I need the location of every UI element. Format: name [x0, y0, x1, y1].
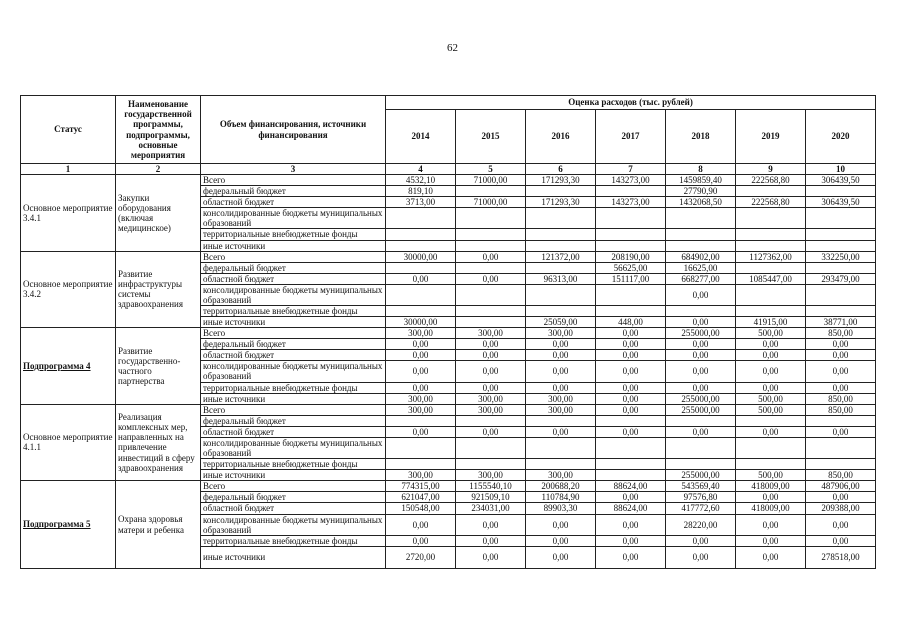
- value-cell: [456, 262, 526, 273]
- value-cell: 300,00: [526, 393, 596, 404]
- value-cell: 0,00: [666, 546, 736, 568]
- funding-source: иные источники: [201, 317, 386, 328]
- value-cell: 0,00: [596, 328, 666, 339]
- block-name: Реализация комплексных мер, направленных на привлечение инвестиций в сферу здравоохранения: [116, 404, 201, 481]
- value-cell: [666, 415, 736, 426]
- value-cell: 500,00: [736, 393, 806, 404]
- value-cell: 25059,00: [526, 317, 596, 328]
- value-cell: 819,10: [386, 186, 456, 197]
- funding-source: областной бюджет: [201, 350, 386, 361]
- value-cell: 234031,00: [456, 503, 526, 514]
- value-cell: 0,00: [386, 514, 456, 535]
- value-cell: 0,00: [456, 361, 526, 382]
- value-cell: 1432068,50: [666, 197, 736, 208]
- value-cell: 850,00: [806, 393, 876, 404]
- table-row: [21, 175, 876, 186]
- value-cell: 0,00: [666, 350, 736, 361]
- value-cell: 0,00: [806, 426, 876, 437]
- value-cell: 0,00: [596, 361, 666, 382]
- column-number-cell: 7: [596, 164, 666, 175]
- funding-source: Всего: [201, 328, 386, 339]
- value-cell: 0,00: [526, 514, 596, 535]
- value-cell: [526, 240, 596, 251]
- header-year-2017: 2017: [596, 110, 666, 164]
- value-cell: 38771,00: [806, 317, 876, 328]
- value-cell: 332250,00: [806, 251, 876, 262]
- value-cell: 121372,00: [526, 251, 596, 262]
- value-cell: [526, 415, 596, 426]
- header-volume: Объем финансирования, источники финансирования: [201, 96, 386, 164]
- value-cell: 0,00: [526, 361, 596, 382]
- value-cell: 56625,00: [596, 262, 666, 273]
- header-year-2020: 2020: [806, 110, 876, 164]
- value-cell: 0,00: [386, 426, 456, 437]
- value-cell: [666, 306, 736, 317]
- value-cell: [386, 415, 456, 426]
- funding-source: Всего: [201, 481, 386, 492]
- value-cell: 30000,00: [386, 251, 456, 262]
- value-cell: 0,00: [456, 339, 526, 350]
- value-cell: 487906,00: [806, 481, 876, 492]
- value-cell: [456, 229, 526, 240]
- value-cell: 71000,00: [456, 175, 526, 186]
- value-cell: 71000,00: [456, 197, 526, 208]
- funding-source: консолидированные бюджеты муниципальных образований: [201, 284, 386, 305]
- budget-table: [20, 95, 876, 569]
- value-cell: 300,00: [456, 328, 526, 339]
- value-cell: [806, 208, 876, 229]
- value-cell: 0,00: [806, 514, 876, 535]
- value-cell: 0,00: [596, 382, 666, 393]
- block-name: Охрана здоровья матери и ребенка: [116, 481, 201, 568]
- value-cell: 0,00: [666, 361, 736, 382]
- block-status: Основное мероприятие 3.4.1: [21, 175, 116, 252]
- funding-source: Всего: [201, 404, 386, 415]
- value-cell: [526, 229, 596, 240]
- value-cell: 0,00: [806, 535, 876, 546]
- value-cell: [806, 437, 876, 458]
- value-cell: 448,00: [596, 317, 666, 328]
- value-cell: 500,00: [736, 328, 806, 339]
- value-cell: 774315,00: [386, 481, 456, 492]
- page-number: 62: [447, 42, 458, 54]
- value-cell: 88624,00: [596, 481, 666, 492]
- value-cell: 88624,00: [596, 503, 666, 514]
- value-cell: [596, 240, 666, 251]
- value-cell: 1085447,00: [736, 273, 806, 284]
- block-name: Развитие государственно-частного партнерства: [116, 328, 201, 405]
- value-cell: 222568,80: [736, 197, 806, 208]
- column-number-cell: 1: [21, 164, 116, 175]
- value-cell: 0,00: [806, 339, 876, 350]
- value-cell: 0,00: [596, 393, 666, 404]
- value-cell: 684902,00: [666, 251, 736, 262]
- value-cell: [666, 229, 736, 240]
- value-cell: 1127362,00: [736, 251, 806, 262]
- value-cell: [736, 186, 806, 197]
- block-status: Подпрограмма 5: [21, 481, 116, 568]
- funding-source: иные источники: [201, 546, 386, 568]
- value-cell: [736, 415, 806, 426]
- table-row: [21, 328, 876, 339]
- header-estimate: Оценка расходов (тыс. рублей): [386, 96, 876, 110]
- value-cell: [386, 229, 456, 240]
- funding-source: иные источники: [201, 470, 386, 481]
- value-cell: 668277,00: [666, 273, 736, 284]
- value-cell: [596, 459, 666, 470]
- value-cell: 0,00: [526, 535, 596, 546]
- value-cell: 0,00: [526, 350, 596, 361]
- header-year-2014: 2014: [386, 110, 456, 164]
- funding-source: областной бюджет: [201, 197, 386, 208]
- header-year-2015: 2015: [456, 110, 526, 164]
- value-cell: 150548,00: [386, 503, 456, 514]
- header-year-2018: 2018: [666, 110, 736, 164]
- value-cell: [596, 415, 666, 426]
- value-cell: [386, 284, 456, 305]
- value-cell: [526, 284, 596, 305]
- column-number-cell: 4: [386, 164, 456, 175]
- value-cell: [806, 415, 876, 426]
- value-cell: 300,00: [386, 328, 456, 339]
- value-cell: [596, 470, 666, 481]
- header-year-2016: 2016: [526, 110, 596, 164]
- value-cell: [596, 208, 666, 229]
- value-cell: [806, 186, 876, 197]
- value-cell: [736, 306, 806, 317]
- column-number-cell: 8: [666, 164, 736, 175]
- value-cell: 850,00: [806, 404, 876, 415]
- value-cell: 621047,00: [386, 492, 456, 503]
- value-cell: 0,00: [596, 535, 666, 546]
- value-cell: 0,00: [736, 382, 806, 393]
- value-cell: 1155540,10: [456, 481, 526, 492]
- funding-source: территориальные внебюджетные фонды: [201, 459, 386, 470]
- value-cell: 200688,20: [526, 481, 596, 492]
- value-cell: 0,00: [456, 350, 526, 361]
- funding-source: консолидированные бюджеты муниципальных образований: [201, 437, 386, 458]
- value-cell: [806, 284, 876, 305]
- value-cell: [386, 262, 456, 273]
- value-cell: [456, 186, 526, 197]
- value-cell: 500,00: [736, 470, 806, 481]
- value-cell: [736, 229, 806, 240]
- value-cell: 0,00: [666, 535, 736, 546]
- value-cell: 151117,00: [596, 273, 666, 284]
- block-name: Закупки оборудования (включая медицинское): [116, 175, 201, 252]
- value-cell: [526, 306, 596, 317]
- value-cell: [596, 306, 666, 317]
- value-cell: 0,00: [456, 426, 526, 437]
- block-status: Подпрограмма 4: [21, 328, 116, 405]
- value-cell: 2720,00: [386, 546, 456, 568]
- funding-source: территориальные внебюджетные фонды: [201, 229, 386, 240]
- value-cell: 27790,90: [666, 186, 736, 197]
- value-cell: 0,00: [596, 404, 666, 415]
- column-number-cell: 2: [116, 164, 201, 175]
- value-cell: 417772,60: [666, 503, 736, 514]
- value-cell: [806, 459, 876, 470]
- value-cell: 222568,80: [736, 175, 806, 186]
- value-cell: 0,00: [386, 382, 456, 393]
- value-cell: [386, 240, 456, 251]
- header-name: Наименование государственной программы, подпрограммы, основные мероприятия: [116, 96, 201, 164]
- value-cell: 300,00: [526, 470, 596, 481]
- value-cell: [456, 415, 526, 426]
- value-cell: [456, 317, 526, 328]
- value-cell: [666, 459, 736, 470]
- funding-source: Всего: [201, 251, 386, 262]
- funding-source: федеральный бюджет: [201, 262, 386, 273]
- value-cell: 0,00: [806, 361, 876, 382]
- value-cell: 0,00: [596, 339, 666, 350]
- value-cell: 0,00: [806, 382, 876, 393]
- value-cell: [806, 306, 876, 317]
- value-cell: 4532,10: [386, 175, 456, 186]
- value-cell: 0,00: [456, 535, 526, 546]
- value-cell: [456, 208, 526, 229]
- value-cell: 0,00: [736, 339, 806, 350]
- value-cell: [736, 208, 806, 229]
- value-cell: 300,00: [526, 328, 596, 339]
- value-cell: [666, 240, 736, 251]
- funding-source: областной бюджет: [201, 503, 386, 514]
- value-cell: 0,00: [806, 492, 876, 503]
- value-cell: [596, 437, 666, 458]
- value-cell: [456, 459, 526, 470]
- value-cell: 0,00: [456, 273, 526, 284]
- value-cell: 16625,00: [666, 262, 736, 273]
- value-cell: 3713,00: [386, 197, 456, 208]
- value-cell: [596, 186, 666, 197]
- value-cell: [666, 208, 736, 229]
- value-cell: [386, 306, 456, 317]
- value-cell: 300,00: [386, 393, 456, 404]
- value-cell: 0,00: [736, 350, 806, 361]
- value-cell: [456, 284, 526, 305]
- value-cell: 255000,00: [666, 470, 736, 481]
- value-cell: 306439,50: [806, 197, 876, 208]
- value-cell: [456, 306, 526, 317]
- value-cell: 0,00: [596, 514, 666, 535]
- value-cell: 0,00: [596, 426, 666, 437]
- funding-source: консолидированные бюджеты муниципальных образований: [201, 514, 386, 535]
- value-cell: 0,00: [456, 546, 526, 568]
- value-cell: [386, 208, 456, 229]
- value-cell: 300,00: [526, 404, 596, 415]
- value-cell: 0,00: [666, 284, 736, 305]
- value-cell: [806, 240, 876, 251]
- value-cell: 850,00: [806, 328, 876, 339]
- value-cell: [526, 208, 596, 229]
- value-cell: 171293,30: [526, 197, 596, 208]
- value-cell: 418009,00: [736, 481, 806, 492]
- value-cell: 0,00: [386, 273, 456, 284]
- block-status: Основное мероприятие 3.4.2: [21, 251, 116, 328]
- funding-source: консолидированные бюджеты муниципальных образований: [201, 208, 386, 229]
- value-cell: 306439,50: [806, 175, 876, 186]
- value-cell: [456, 437, 526, 458]
- value-cell: 97576,80: [666, 492, 736, 503]
- value-cell: 1459859,40: [666, 175, 736, 186]
- value-cell: 300,00: [386, 470, 456, 481]
- value-cell: 0,00: [456, 251, 526, 262]
- value-cell: 300,00: [456, 404, 526, 415]
- value-cell: [526, 186, 596, 197]
- funding-source: Всего: [201, 175, 386, 186]
- funding-source: областной бюджет: [201, 273, 386, 284]
- value-cell: 255000,00: [666, 393, 736, 404]
- value-cell: 0,00: [386, 339, 456, 350]
- value-cell: 0,00: [666, 317, 736, 328]
- value-cell: 921509,10: [456, 492, 526, 503]
- value-cell: 0,00: [736, 535, 806, 546]
- funding-source: иные источники: [201, 240, 386, 251]
- value-cell: [736, 284, 806, 305]
- value-cell: 255000,00: [666, 328, 736, 339]
- value-cell: 208190,00: [596, 251, 666, 262]
- value-cell: 500,00: [736, 404, 806, 415]
- value-cell: 0,00: [666, 426, 736, 437]
- column-number-cell: 10: [806, 164, 876, 175]
- header-status: Статус: [21, 96, 116, 164]
- table-row: [21, 404, 876, 415]
- value-cell: [526, 262, 596, 273]
- funding-source: территориальные внебюджетные фонды: [201, 535, 386, 546]
- column-number-cell: 3: [201, 164, 386, 175]
- funding-source: федеральный бюджет: [201, 415, 386, 426]
- value-cell: 0,00: [806, 350, 876, 361]
- value-cell: [596, 284, 666, 305]
- value-cell: 255000,00: [666, 404, 736, 415]
- value-cell: 300,00: [456, 393, 526, 404]
- table-row: [21, 481, 876, 492]
- value-cell: [666, 437, 736, 458]
- funding-source: федеральный бюджет: [201, 492, 386, 503]
- block-name: Развитие инфраструктуры системы здравоохранения: [116, 251, 201, 328]
- value-cell: 0,00: [736, 514, 806, 535]
- value-cell: 300,00: [386, 404, 456, 415]
- column-number-cell: 5: [456, 164, 526, 175]
- value-cell: 0,00: [596, 546, 666, 568]
- value-cell: 0,00: [736, 426, 806, 437]
- funding-source: консолидированные бюджеты муниципальных образований: [201, 361, 386, 382]
- value-cell: 0,00: [456, 514, 526, 535]
- value-cell: 0,00: [526, 426, 596, 437]
- value-cell: 850,00: [806, 470, 876, 481]
- value-cell: 418009,00: [736, 503, 806, 514]
- value-cell: [526, 437, 596, 458]
- value-cell: 0,00: [736, 361, 806, 382]
- value-cell: 0,00: [596, 350, 666, 361]
- value-cell: [386, 459, 456, 470]
- value-cell: 0,00: [666, 339, 736, 350]
- value-cell: 28220,00: [666, 514, 736, 535]
- value-cell: 209388,00: [806, 503, 876, 514]
- value-cell: 30000,00: [386, 317, 456, 328]
- header-year-2019: 2019: [736, 110, 806, 164]
- value-cell: 0,00: [456, 382, 526, 393]
- value-cell: 0,00: [736, 492, 806, 503]
- value-cell: 278518,00: [806, 546, 876, 568]
- funding-source: территориальные внебюджетные фонды: [201, 382, 386, 393]
- value-cell: 96313,00: [526, 273, 596, 284]
- value-cell: 0,00: [526, 382, 596, 393]
- value-cell: [386, 437, 456, 458]
- value-cell: [736, 459, 806, 470]
- value-cell: [806, 229, 876, 240]
- value-cell: 0,00: [386, 350, 456, 361]
- value-cell: 293479,00: [806, 273, 876, 284]
- value-cell: 110784,90: [526, 492, 596, 503]
- value-cell: 0,00: [386, 535, 456, 546]
- value-cell: [526, 459, 596, 470]
- value-cell: 143273,00: [596, 175, 666, 186]
- value-cell: [736, 240, 806, 251]
- value-cell: 0,00: [386, 361, 456, 382]
- value-cell: 171293,30: [526, 175, 596, 186]
- block-status: Основное мероприятие 4.1.1: [21, 404, 116, 481]
- funding-source: областной бюджет: [201, 426, 386, 437]
- value-cell: 143273,00: [596, 197, 666, 208]
- funding-source: федеральный бюджет: [201, 339, 386, 350]
- value-cell: 300,00: [456, 470, 526, 481]
- value-cell: 0,00: [596, 492, 666, 503]
- value-cell: 0,00: [526, 546, 596, 568]
- value-cell: [596, 229, 666, 240]
- value-cell: 0,00: [526, 339, 596, 350]
- table-row: [21, 251, 876, 262]
- funding-source: федеральный бюджет: [201, 186, 386, 197]
- value-cell: 543569,40: [666, 481, 736, 492]
- value-cell: 41915,00: [736, 317, 806, 328]
- column-number-cell: 9: [736, 164, 806, 175]
- column-number-cell: 6: [526, 164, 596, 175]
- funding-source: территориальные внебюджетные фонды: [201, 306, 386, 317]
- value-cell: 0,00: [666, 382, 736, 393]
- value-cell: [736, 437, 806, 458]
- value-cell: [736, 262, 806, 273]
- value-cell: [456, 240, 526, 251]
- funding-source: иные источники: [201, 393, 386, 404]
- value-cell: [806, 262, 876, 273]
- value-cell: 89903,30: [526, 503, 596, 514]
- value-cell: 0,00: [736, 546, 806, 568]
